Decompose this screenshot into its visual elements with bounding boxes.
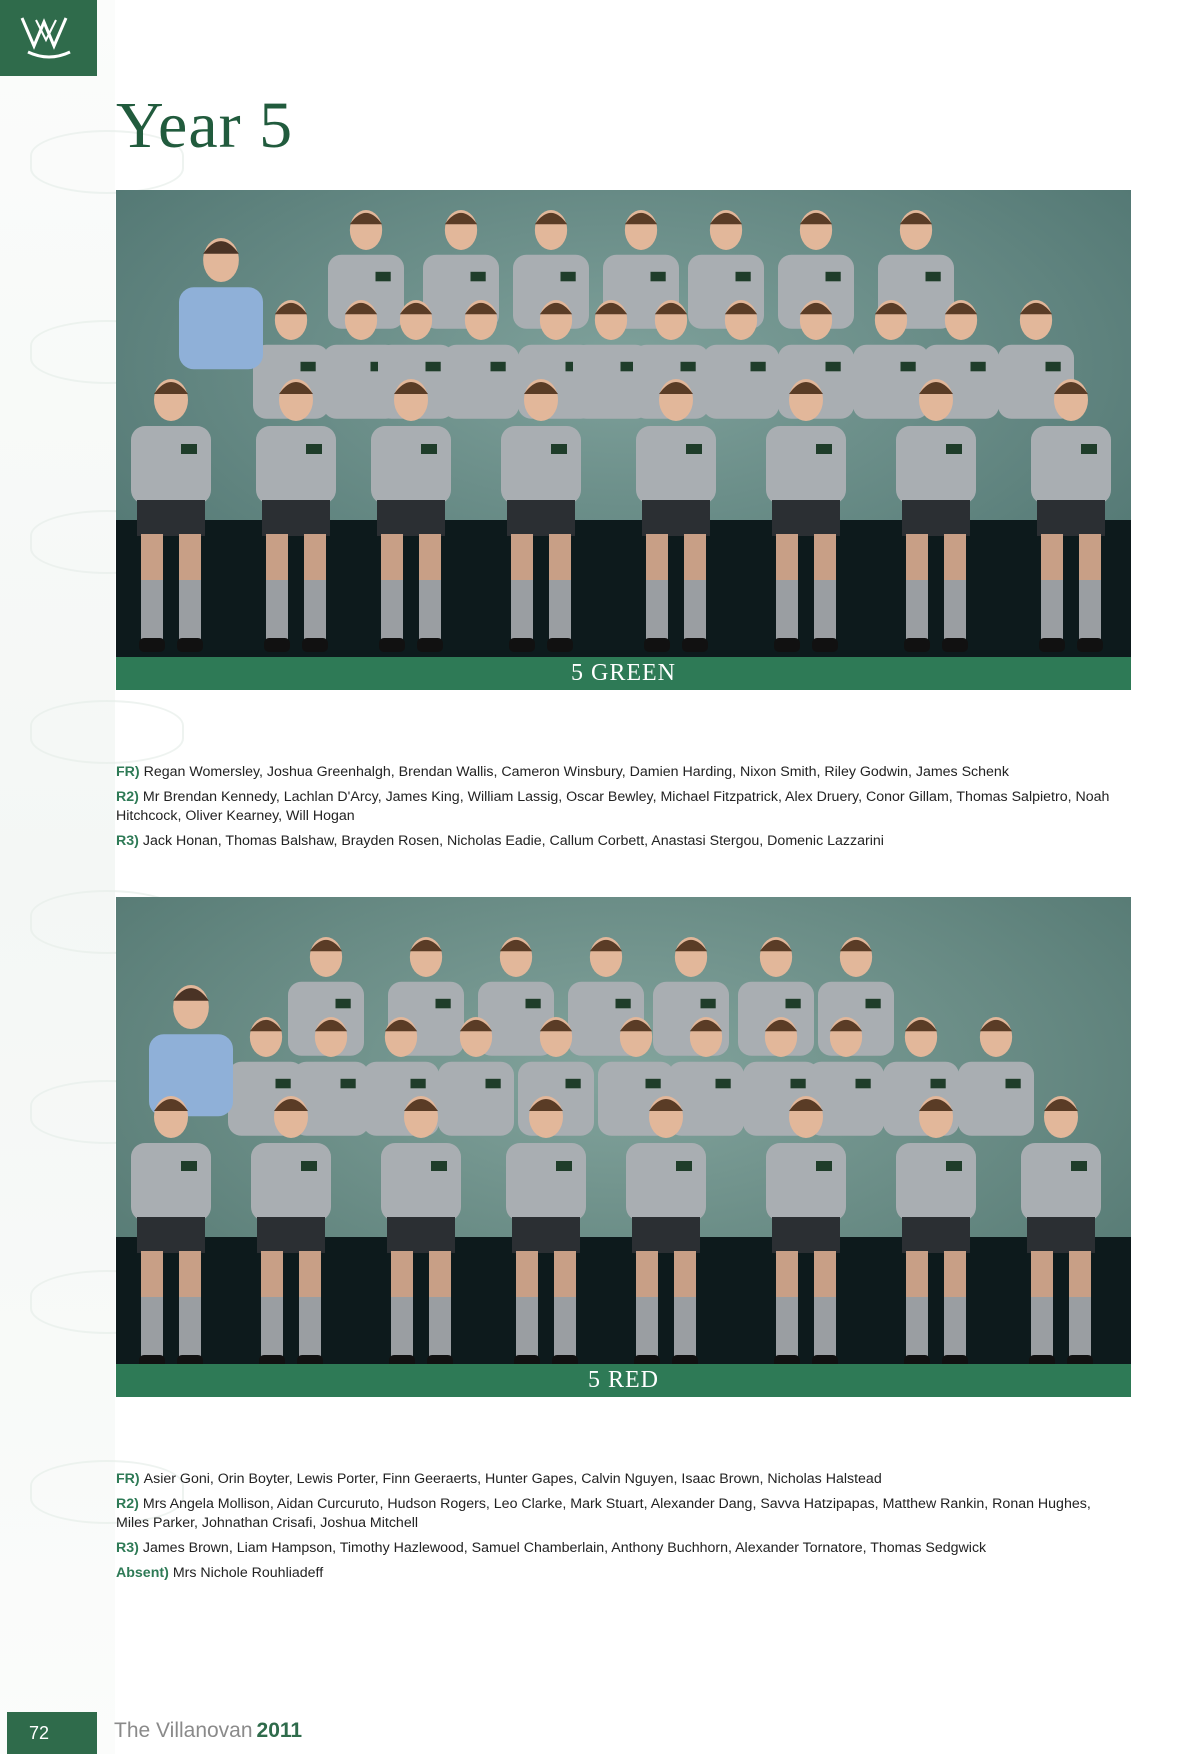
name-row [116, 1564, 1126, 1583]
publication-year: 2011 [256, 1719, 303, 1742]
class-photo-5-green [116, 190, 1131, 690]
name-row [116, 763, 1126, 782]
photo-caption: 5 RED [116, 1364, 1131, 1397]
watermark-badge [30, 700, 184, 764]
row-label: R3) [116, 833, 139, 849]
name-row [116, 788, 1126, 826]
row-names: Mrs Nichole Rouhliadeff [172, 1565, 324, 1581]
page-number-box [7, 1712, 97, 1754]
school-logo [0, 0, 97, 76]
name-row [116, 832, 1126, 851]
name-list-5-red [116, 1470, 1126, 1589]
row-label: FR) [116, 764, 140, 780]
publication-name: The Villanovan [114, 1719, 253, 1742]
row-label: R2) [116, 1496, 139, 1512]
row-label: R3) [116, 1540, 139, 1556]
name-row [116, 1470, 1126, 1489]
row-names: Asier Goni, Orin Boyter, Lewis Porter, Finn Geeraerts, Hunter Gapes, Calvin Nguyen, Isaac Brown, Nicholas Halstead [143, 1471, 882, 1487]
page-title: Year 5 [116, 89, 294, 162]
side-watermark [0, 0, 115, 1754]
class-photo-5-red [116, 897, 1131, 1397]
group-photo-image [116, 190, 1131, 690]
name-row [116, 1495, 1126, 1533]
crest-icon [16, 10, 82, 66]
photo-caption: 5 GREEN [116, 657, 1131, 690]
name-row [116, 1539, 1126, 1558]
name-list-5-green [116, 763, 1126, 857]
row-label: FR) [116, 1471, 140, 1487]
row-label: R2) [116, 789, 139, 805]
row-names: Mr Brendan Kennedy, Lachlan D'Arcy, James King, William Lassig, Oscar Bewley, Michael Fitzpatrick, Alex Druery, Conor Gillam, Thomas Salpietro, Noah Hitchcock, Oliver Kearney, Will Hogan [116, 789, 1110, 824]
publication-footer [114, 1719, 302, 1743]
group-photo-image [116, 897, 1131, 1397]
row-names: Mrs Angela Mollison, Aidan Curcuruto, Hudson Rogers, Leo Clarke, Mark Stuart, Alexander Dang, Savva Hatzipapas, Matthew Rankin, Ronan Hughes, Miles Parker, Johnathan Crisafi, Joshua Mitchell [116, 1496, 1091, 1531]
row-names: Jack Honan, Thomas Balshaw, Brayden Rosen, Nicholas Eadie, Callum Corbett, Anastasi Stergou, Domenic Lazzarini [142, 833, 884, 849]
row-names: Regan Womersley, Joshua Greenhalgh, Brendan Wallis, Cameron Winsbury, Damien Harding, Nixon Smith, Riley Godwin, James Schenk [143, 764, 1009, 780]
row-label: Absent) [116, 1565, 169, 1581]
row-names: James Brown, Liam Hampson, Timothy Hazlewood, Samuel Chamberlain, Anthony Buchhorn, Alexander Tornatore, Thomas Sedgwick [142, 1540, 987, 1556]
page-number: 72 [29, 1722, 50, 1743]
